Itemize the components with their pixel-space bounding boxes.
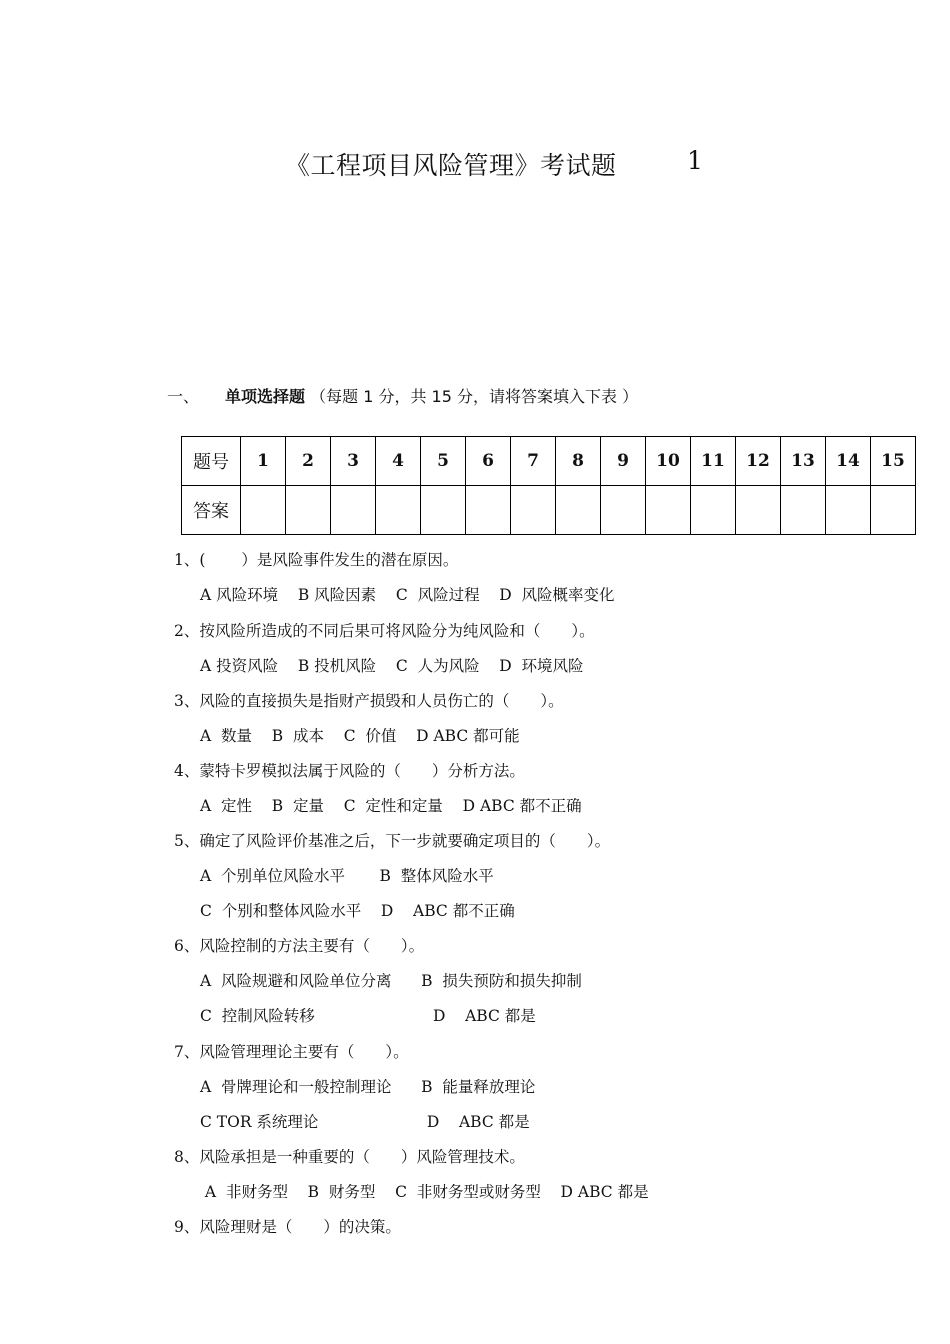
question-number-cell: 5	[421, 437, 466, 486]
question-7-options-line-1: A 骨牌理论和一般控制理论 B 能量释放理论	[200, 1078, 536, 1096]
question-number-cell: 13	[781, 437, 826, 486]
answer-cell[interactable]	[286, 486, 331, 535]
answer-cell[interactable]	[511, 486, 556, 535]
answer-cell[interactable]	[646, 486, 691, 535]
answer-cell[interactable]	[241, 486, 286, 535]
section-heading	[167, 384, 638, 407]
section-note: （每题 1 分，共 15 分，请将答案填入下表 ）	[305, 387, 639, 406]
question-number-cell: 9	[601, 437, 646, 486]
answer-cell[interactable]	[781, 486, 826, 535]
question-number-cell: 1	[241, 437, 286, 486]
answer-cell[interactable]	[871, 486, 916, 535]
answer-cell[interactable]	[601, 486, 646, 535]
title-number: 1	[687, 146, 704, 175]
question-9-stem: 9、风险理财是（ ）的决策。	[174, 1218, 401, 1236]
question-1-stem: 1、( ）是风险事件发生的潜在原因。	[174, 551, 459, 569]
answer-cell[interactable]	[826, 486, 871, 535]
answer-table-answer-row	[182, 486, 916, 535]
question-1-options: A 风险环境 B 风险因素 C 风险过程 D 风险概率变化	[200, 586, 615, 604]
answer-cell[interactable]	[421, 486, 466, 535]
question-8-options: A 非财务型 B 财务型 C 非财务型或财务型 D ABC 都是	[200, 1183, 649, 1201]
question-number-cell: 6	[466, 437, 511, 486]
answer-cell[interactable]	[466, 486, 511, 535]
answer-cell[interactable]	[691, 486, 736, 535]
answer-cell[interactable]	[556, 486, 601, 535]
question-number-cell: 8	[556, 437, 601, 486]
question-5-options-line-2: C 个别和整体风险水平 D ABC 都不正确	[200, 902, 515, 920]
question-6-stem: 6、风险控制的方法主要有（ ）。	[174, 937, 425, 955]
section-marker: 一、	[167, 387, 200, 406]
title-text: 《工程项目风险管理》考试题	[285, 151, 617, 180]
answer-table-number-row	[182, 437, 916, 486]
question-2-options: A 投资风险 B 投机风险 C 人为风险 D 环境风险	[200, 657, 584, 675]
question-4-options: A 定性 B 定量 C 定性和定量 D ABC 都不正确	[200, 797, 582, 815]
question-number-cell: 10	[646, 437, 691, 486]
answer-row-label: 答案	[182, 486, 241, 535]
number-row-label: 题号	[182, 437, 241, 486]
question-number-cell: 7	[511, 437, 556, 486]
answer-cell[interactable]	[376, 486, 421, 535]
answer-table	[181, 436, 916, 535]
answer-cell[interactable]	[331, 486, 376, 535]
question-7-stem: 7、风险管理理论主要有（ ）。	[174, 1043, 409, 1061]
question-6-options-line-1: A 风险规避和风险单位分离 B 损失预防和损失抑制	[200, 972, 582, 990]
question-number-cell: 15	[871, 437, 916, 486]
question-2-stem: 2、按风险所造成的不同后果可将风险分为纯风险和（ ）。	[174, 622, 595, 640]
question-8-stem: 8、风险承担是一种重要的（ ）风险管理技术。	[174, 1148, 525, 1166]
question-number-cell: 11	[691, 437, 736, 486]
question-6-options-line-2: C 控制风险转移 D ABC 都是	[200, 1007, 536, 1025]
answer-cell[interactable]	[736, 486, 781, 535]
question-4-stem: 4、蒙特卡罗模拟法属于风险的（ ）分析方法。	[174, 762, 525, 780]
question-number-cell: 2	[286, 437, 331, 486]
section-title: 单项选择题	[225, 387, 306, 406]
question-number-cell: 3	[331, 437, 376, 486]
question-5-options-line-1: A 个别单位风险水平 B 整体风险水平	[200, 867, 494, 885]
question-number-cell: 14	[826, 437, 871, 486]
question-5-stem: 5、确定了风险评价基准之后，下一步就要确定项目的（ ）。	[174, 832, 611, 850]
question-7-options-line-2: C TOR 系统理论 D ABC 都是	[200, 1113, 530, 1131]
question-number-cell: 4	[376, 437, 421, 486]
question-3-options: A 数量 B 成本 C 价值 D ABC 都可能	[200, 727, 520, 745]
question-number-cell: 12	[736, 437, 781, 486]
question-3-stem: 3、风险的直接损失是指财产损毁和人员伤亡的（ ）。	[174, 692, 564, 710]
